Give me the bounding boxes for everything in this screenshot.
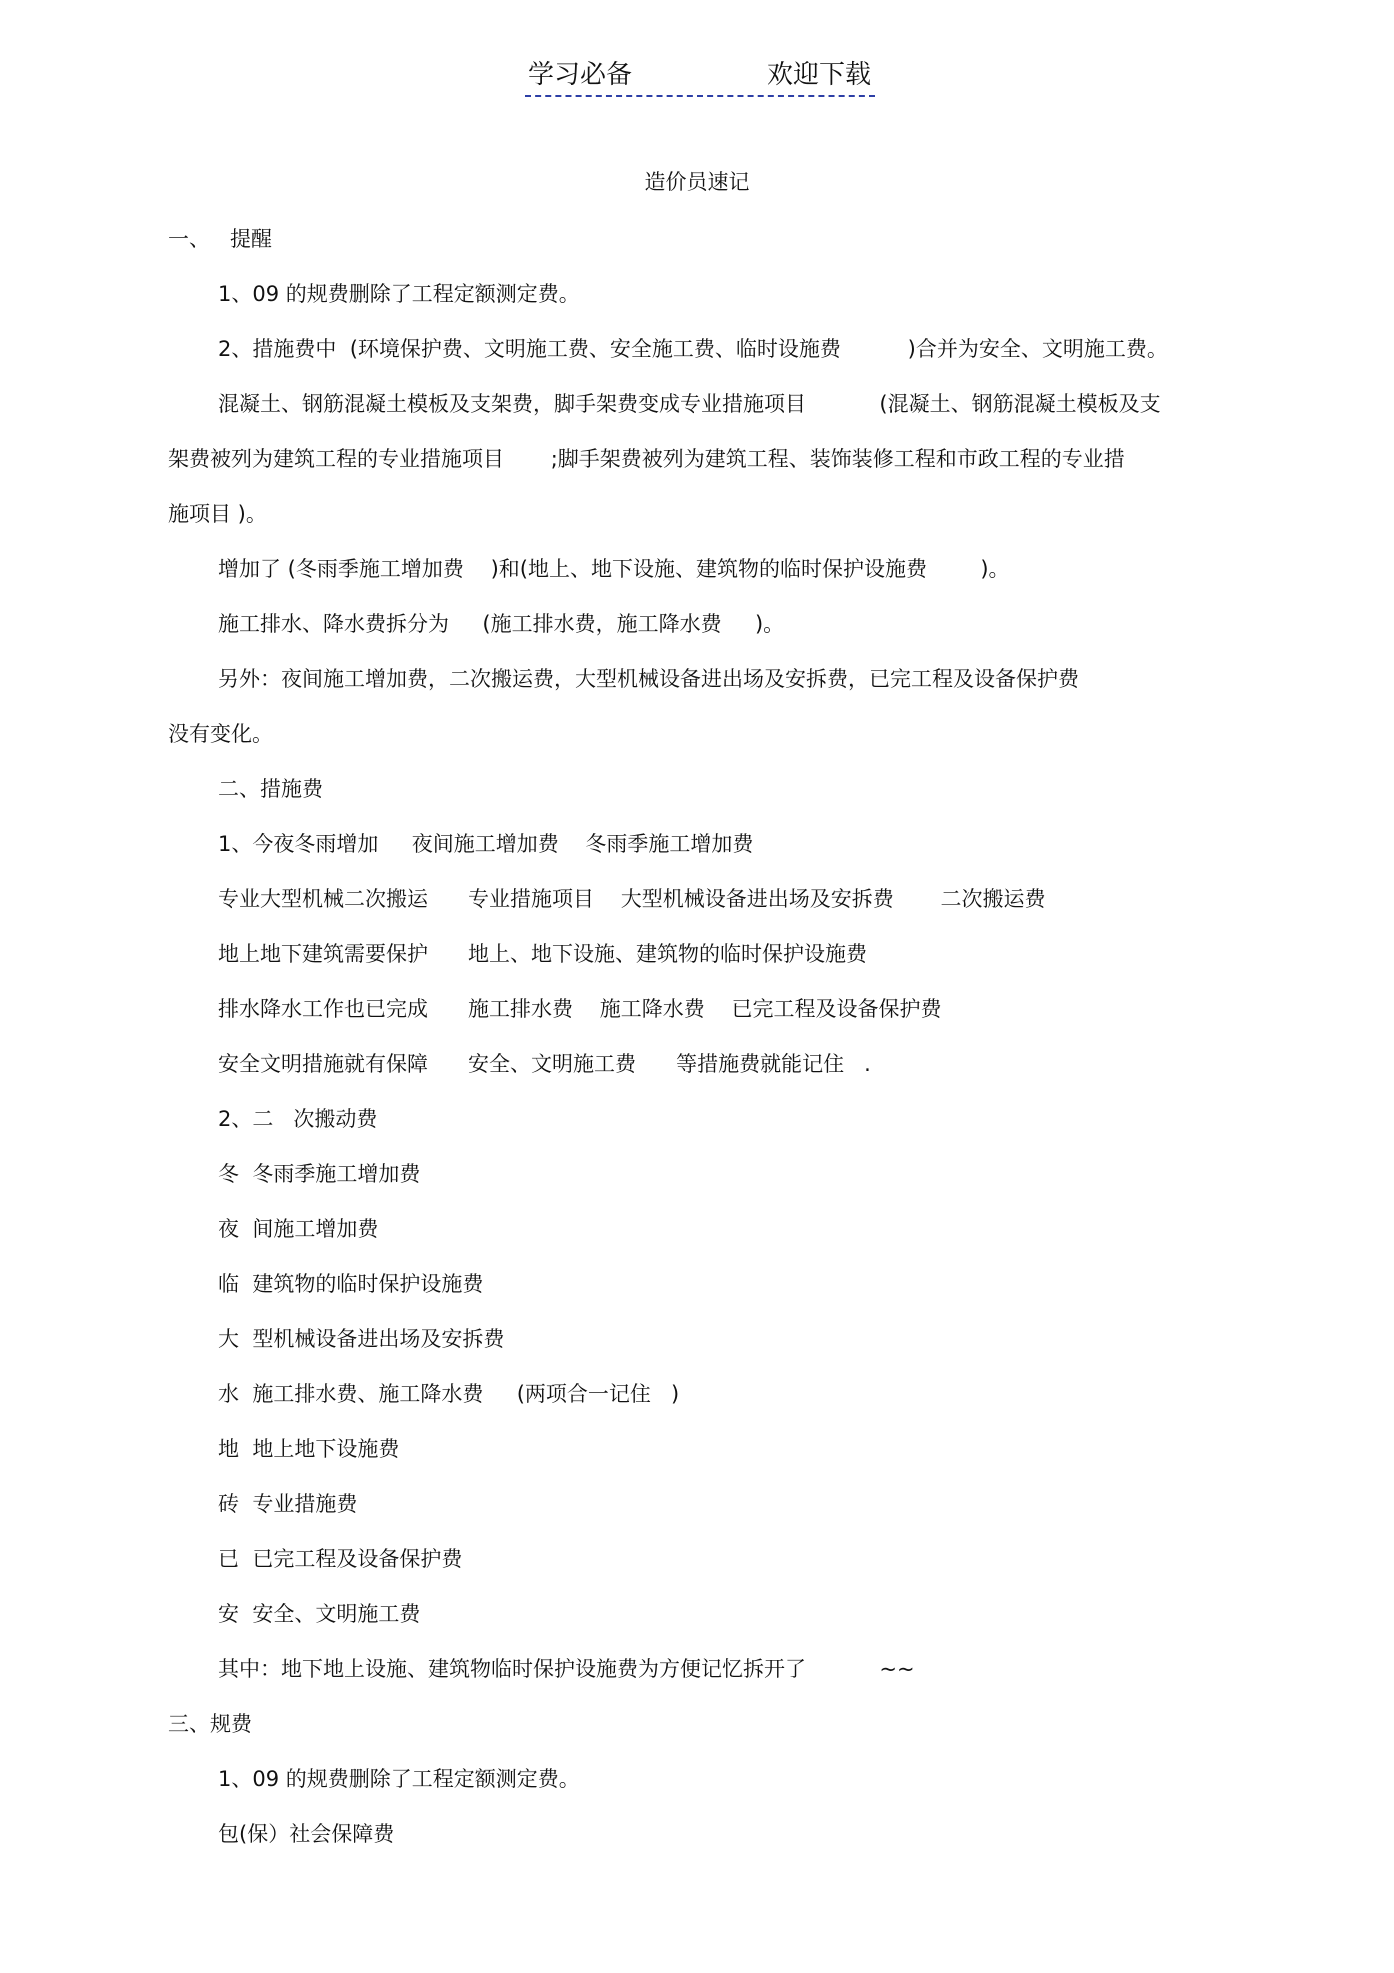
- text-line: 其中：地下地上设施、建筑物临时保护设施费为方便记忆拆开了 ~~: [218, 1657, 915, 1681]
- document-title: 造价员速记: [644, 170, 750, 194]
- text-line: 安 安全、文明施工费: [218, 1602, 421, 1626]
- text-line: 施工排水、降水费拆分为 (施工排水费，施工降水费 )。: [218, 612, 785, 636]
- text-line: 1、09 的规费删除了工程定额测定费。: [218, 282, 580, 306]
- page-header: [525, 58, 875, 98]
- text-line: 临 建筑物的临时保护设施费: [218, 1272, 484, 1296]
- text-line: 地 地上地下设施费: [218, 1437, 400, 1461]
- header-dashed-rule: [525, 95, 875, 97]
- text-line: 夜 间施工增加费: [218, 1217, 379, 1241]
- text-line: 安全文明措施就有保障 安全、文明施工费 等措施费就能记住 .: [218, 1052, 871, 1076]
- text-line: 混凝土、钢筋混凝土模板及支架费，脚手架费变成专业措施项目 (混凝土、钢筋混凝土模板及支: [218, 392, 1161, 416]
- text-line: 1、今夜冬雨增加 夜间施工增加费 冬雨季施工增加费: [218, 832, 754, 856]
- text-line: 已 已完工程及设备保护费: [218, 1547, 463, 1571]
- text-line: 专业大型机械二次搬运 专业措施项目 大型机械设备进出场及安拆费 二次搬运费: [218, 887, 1046, 911]
- section-heading: 三、规费: [168, 1712, 252, 1736]
- text-line: 冬 冬雨季施工增加费: [218, 1162, 421, 1186]
- header-right-text: 欢迎下载: [767, 60, 872, 90]
- text-line: 排水降水工作也已完成 施工排水费 施工降水费 已完工程及设备保护费: [218, 997, 942, 1021]
- text-line: 施项目 )。: [168, 502, 267, 526]
- text-line: 地上地下建筑需要保护 地上、地下设施、建筑物的临时保护设施费: [218, 942, 868, 966]
- text-line: 砖 专业措施费: [218, 1492, 358, 1516]
- text-line: 大 型机械设备进出场及安拆费: [218, 1327, 505, 1351]
- text-line: 包(保）社会保障费: [218, 1822, 395, 1846]
- section-heading: 一、 提醒: [168, 227, 273, 251]
- text-line: 1、09 的规费删除了工程定额测定费。: [218, 1767, 580, 1791]
- text-line: 2、二 次搬动费: [218, 1107, 378, 1131]
- text-line: 没有变化。: [168, 722, 273, 746]
- header-left-text: 学习必备: [528, 60, 633, 90]
- text-line: 架费被列为建筑工程的专业措施项目 ;脚手架费被列为建筑工程、装饰装修工程和市政工程的专业措: [168, 447, 1125, 471]
- text-line: 增加了 (冬雨季施工增加费 )和(地上、地下设施、建筑物的临时保护设施费 )。: [218, 557, 1010, 581]
- text-line: 另外：夜间施工增加费，二次搬运费，大型机械设备进出场及安拆费，已完工程及设备保护费: [218, 667, 1079, 691]
- text-line: 水 施工排水费、施工降水费 (两项合一记住 ): [218, 1382, 680, 1406]
- text-line: 2、措施费中 (环境保护费、文明施工费、安全施工费、临时设施费 )合并为安全、文明施工费。: [218, 337, 1168, 361]
- section-heading: 二、措施费: [218, 777, 323, 801]
